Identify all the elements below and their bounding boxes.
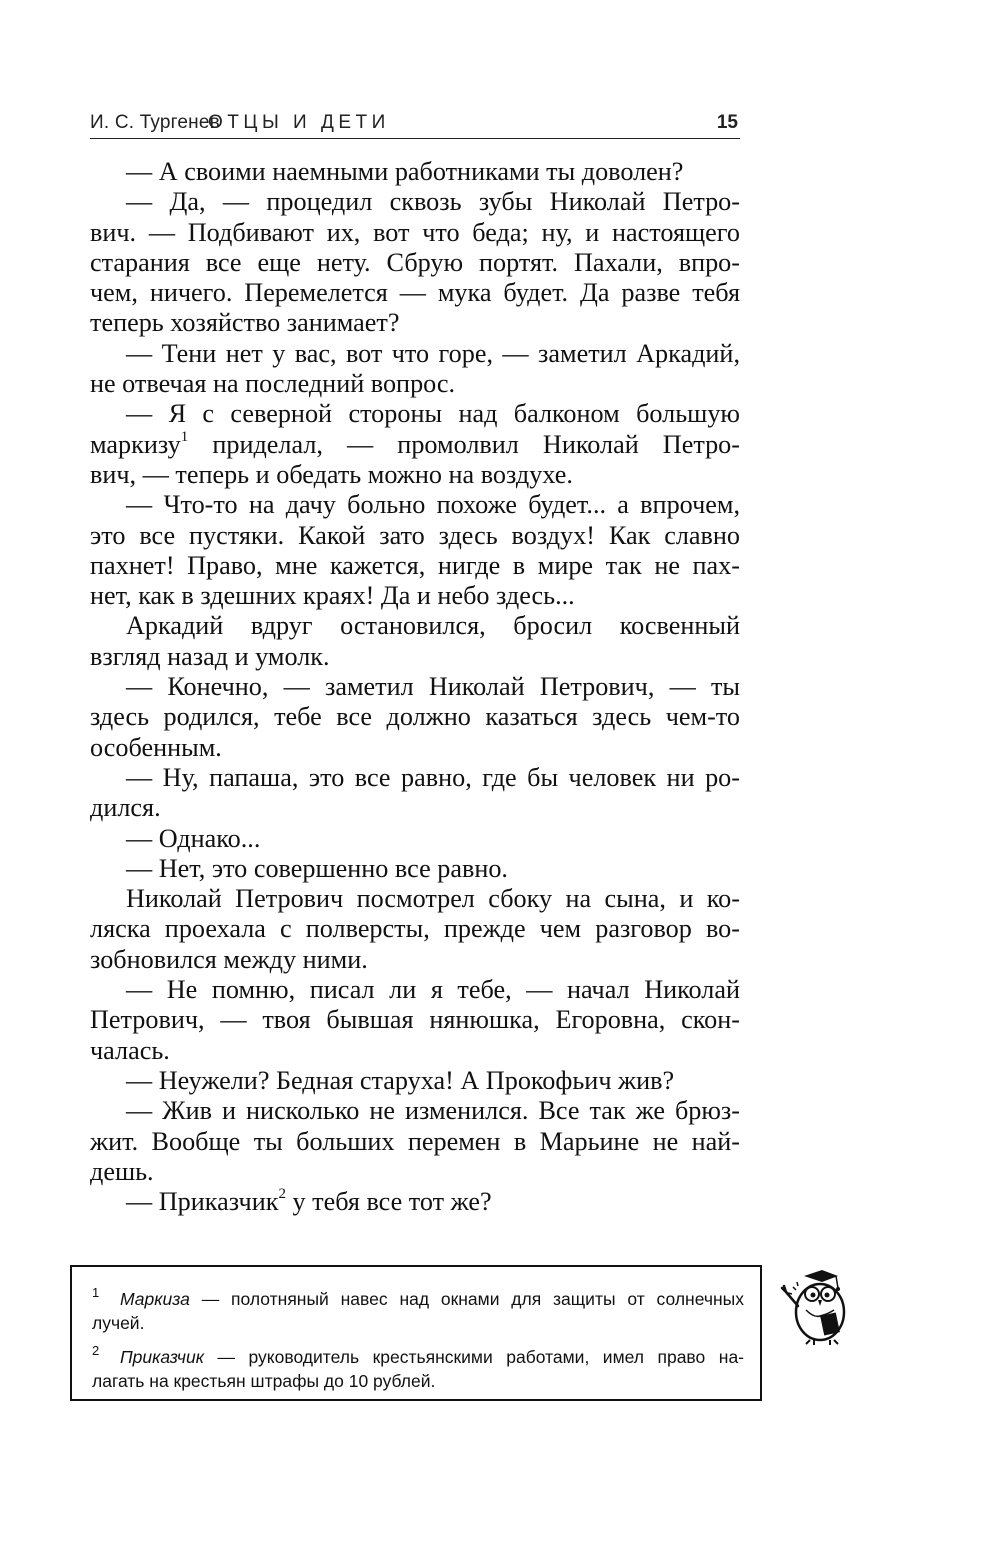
text-line: зобновился между ними. bbox=[90, 944, 368, 974]
footnote-1 bbox=[92, 1287, 744, 1335]
text-line bbox=[90, 1187, 740, 1217]
footnote-term: Маркиза bbox=[120, 1289, 190, 1309]
page-number: 15 bbox=[716, 112, 738, 133]
text-line: здесь родился, тебе все должно казаться здесь чем-то bbox=[90, 702, 740, 732]
footnote-line bbox=[92, 1345, 744, 1369]
header-book-title: ОТЦЫ И ДЕТИ bbox=[208, 112, 390, 133]
footnote-number: 1 bbox=[92, 1285, 100, 1300]
footnote-number: 2 bbox=[92, 1343, 100, 1358]
text-line: это все пустяки. Какой зато здесь воздух! Как славно bbox=[90, 520, 740, 550]
text-line: пахнет! Право, мне кажется, нигде в мире так не пах- bbox=[90, 550, 740, 580]
footnote-line bbox=[92, 1287, 744, 1311]
text-line: дешь. bbox=[90, 1156, 154, 1186]
running-header bbox=[90, 110, 740, 139]
main-text bbox=[90, 157, 740, 1217]
text-line: жит. Вообще ты больших перемен в Марьине не най- bbox=[90, 1126, 740, 1156]
text-line bbox=[90, 430, 740, 460]
text-line-rest: у тебя все тот же? bbox=[292, 1187, 492, 1217]
footnote-anchor-word: — Приказчик bbox=[126, 1187, 279, 1217]
text-line: не отвечая на последний вопрос. bbox=[90, 369, 456, 399]
text-line: — Нет, это совершенно все равно. bbox=[126, 853, 508, 883]
text-line: Аркадий вдруг остановился, бросил косвенный bbox=[126, 611, 740, 641]
text-line: теперь хозяйство занимает? bbox=[90, 308, 400, 338]
text-line: Петрович, — твоя бывшая нянюшка, Егоровна, скон- bbox=[90, 1005, 740, 1035]
text-line: — А своими наемными работниками ты доволен? bbox=[126, 157, 684, 186]
footnote-definition: — полотняный навес над окнами для защиты от солнечных bbox=[189, 1289, 744, 1309]
text-line: — Ну, папаша, это все равно, где бы человек ни ро- bbox=[126, 762, 740, 792]
footnote-anchor-word: маркизу bbox=[90, 429, 181, 459]
text-line: — Да, — процедил сквозь зубы Николай Петро- bbox=[126, 187, 740, 217]
text-line: чалась. bbox=[90, 1035, 170, 1065]
text-line-rest: приделал, — промолвил Николай Петро- bbox=[212, 429, 740, 459]
owl-scholar-icon bbox=[778, 1266, 858, 1346]
text-line: — Неужели? Бедная старуха! А Прокофьич жив? bbox=[126, 1065, 675, 1095]
text-line: вич, — теперь и обедать можно на воздухе. bbox=[90, 459, 573, 489]
text-line: — Что-то на дачу больно похоже будет... а впрочем, bbox=[126, 490, 740, 520]
footnote-definition: — руководитель крестьянскими работами, имел право на- bbox=[203, 1347, 744, 1367]
footnotes-box bbox=[70, 1265, 762, 1401]
footnote-ref-1[interactable]: 1 bbox=[180, 428, 189, 445]
text-line: — Я с северной стороны над балконом большую bbox=[126, 399, 740, 429]
footnote-line: лучей. bbox=[92, 1313, 145, 1333]
footnote-2 bbox=[92, 1345, 744, 1393]
text-line: чем, ничего. Перемелется — мука будет. Да разве тебя bbox=[90, 278, 740, 308]
footnote-ref-2[interactable]: 2 bbox=[278, 1186, 286, 1203]
header-author: И. С. Тургенев bbox=[90, 112, 220, 133]
text-line: Николай Петрович посмотрел сбоку на сына, и ко- bbox=[126, 884, 740, 914]
text-line: — Тени нет у вас, вот что горе, — заметил Аркадий, bbox=[126, 338, 740, 368]
text-line: нет, как в здешних краях! Да и небо здесь... bbox=[90, 581, 575, 611]
text-line: дился. bbox=[90, 793, 161, 823]
text-line: вич. — Подбивают их, вот что беда; ну, и настоящего bbox=[90, 217, 740, 247]
text-line: — Однако... bbox=[126, 823, 261, 853]
text-line: особенным. bbox=[90, 732, 222, 762]
text-line: — Конечно, — заметил Николай Петрович, — ты bbox=[126, 672, 740, 702]
text-line: — Не помню, писал ли я тебе, — начал Николай bbox=[126, 975, 740, 1005]
text-line: ляска проехала с полверсты, прежде чем разговор во- bbox=[90, 914, 740, 944]
text-line: взгляд назад и умолк. bbox=[90, 641, 330, 671]
text-line: — Жив и нисколько не изменился. Все так же брюз- bbox=[126, 1096, 740, 1126]
footnote-line: лагать на крестьян штрафы до 10 рублей. bbox=[92, 1371, 436, 1391]
text-line: старания все еще нету. Сбрую портят. Пахали, впро- bbox=[90, 247, 740, 277]
footnote-term: Приказчик bbox=[120, 1347, 204, 1367]
